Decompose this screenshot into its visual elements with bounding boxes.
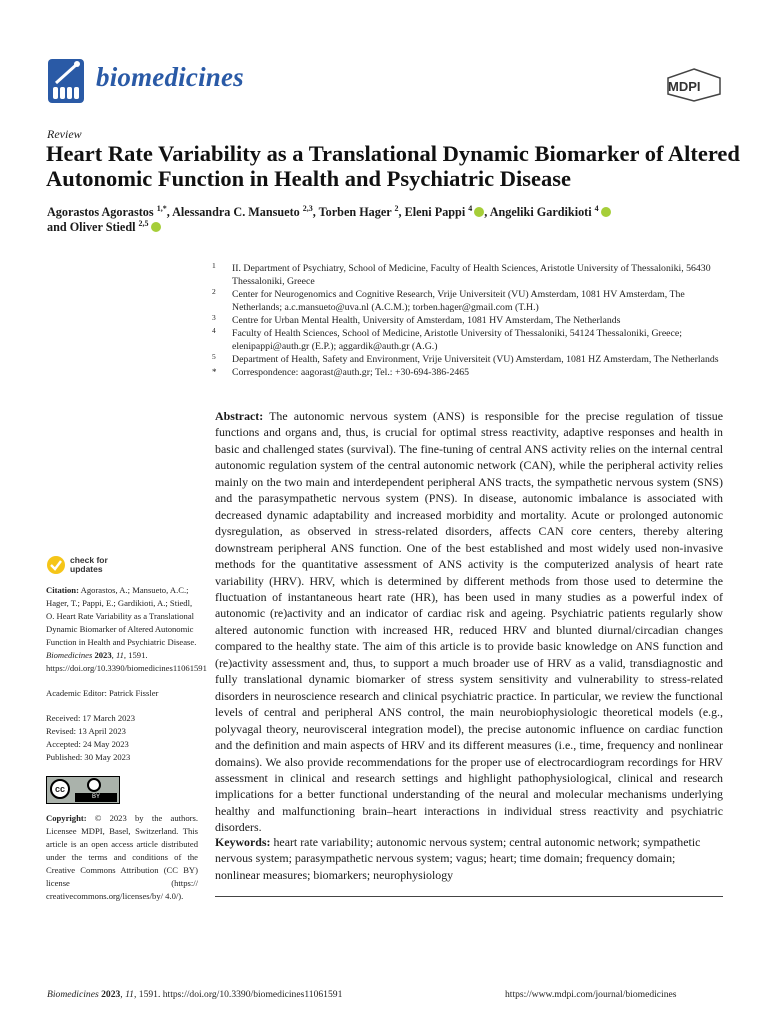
author-affiliation-sup: 2,3 bbox=[302, 203, 313, 213]
affiliation-text: Centre for Urban Mental Health, University of Amsterdam, 1081 HV Amsterdam, The Netherlands bbox=[232, 315, 621, 326]
author-separator: , bbox=[312, 205, 319, 219]
divider bbox=[215, 896, 723, 897]
check-line-1: check for bbox=[70, 555, 108, 565]
cc-icon: cc bbox=[50, 779, 70, 799]
author-separator: and bbox=[47, 220, 70, 234]
author-separator: , bbox=[398, 205, 405, 219]
author-name[interactable]: Oliver Stiedl bbox=[69, 220, 136, 234]
affiliation-item bbox=[212, 262, 732, 288]
citation-year: 2023 bbox=[94, 650, 112, 660]
correspondence-text: Correspondence: aagorast@auth.gr; Tel.: +30-694-386-2465 bbox=[232, 367, 470, 378]
abstract bbox=[215, 408, 723, 836]
affiliation-item bbox=[212, 327, 732, 353]
footer-year: 2023 bbox=[101, 989, 121, 1000]
footer-journal-url[interactable]: https://www.mdpi.com/journal/biomedicines bbox=[505, 989, 677, 1000]
affiliations bbox=[212, 262, 732, 379]
author-name[interactable]: Alessandra C. Mansueto bbox=[172, 205, 300, 219]
accepted-date: Accepted: 24 May 2023 bbox=[46, 739, 129, 749]
author-separator: , bbox=[166, 205, 173, 219]
citation-label: Citation: bbox=[46, 585, 79, 595]
keywords bbox=[215, 834, 723, 883]
orcid-icon[interactable] bbox=[601, 207, 611, 217]
copyright-label: Copyright: bbox=[46, 813, 87, 823]
copyright-block bbox=[46, 812, 198, 903]
orcid-icon[interactable] bbox=[474, 207, 484, 217]
affiliation-item bbox=[212, 288, 732, 314]
keywords-text: heart rate variability; autonomic nervous system; central autonomic network; sympathetic nervous system; parasympathetic nervous system; vagus; heart; time domain; frequency domain; nonlinear measures; biomarkers; neurophysiology bbox=[215, 835, 701, 882]
article-title: Heart Rate Variability as a Translational Dynamic Biomarker of Altered Autonomic Function in Health and Psychiatric Disease bbox=[46, 141, 740, 191]
publisher-logo-text: MDPI bbox=[668, 79, 701, 94]
correspondence bbox=[212, 366, 732, 379]
abstract-label: Abstract: bbox=[215, 409, 264, 423]
footer-journal: Biomedicines bbox=[47, 989, 99, 1000]
check-for-updates-label[interactable] bbox=[70, 556, 108, 574]
abstract-text: The autonomic nervous system (ANS) is responsible for the precise regulation of tissue functions and organs and, thus, is crucial for optimal stress reactivity, adaptive responses and health in basic and challenged states (survival). The fine-tuning of central ANS activity relies on the internal central autonomic regulation system of the central autonomic network (CAN), while the peripheral activity relies mainly on the two main and interdependent peripheral ANS tracts, the sympathetic nervous system (SNS) and the parasympathetic nervous system (PNS). In disease, autonomic imbalance is associated with decreased dynamic adaptability and increased morbidity and mortality. Acute or prolonged autonomic dysregulation, as observed in stress-related disorders, affects CAN core centers, thereby altering downstream peripheral ANS function. One of the best established and most widely used non-invasive methods for the quantitative assessment of ANS activity is the computerized analysis of heart rate variability (HRV). HRV, which is determined by different methods from those used to determine the fluctuation of instantaneous heart rate (HR), has been used in many studies as a powerful index of autonomic (re)activity and an indicator of cardiac risk and ageing. Psychiatric patients regularly show altered autonomic function with increased HR, reduced HRV and blunted diurnal/circadian changes compared to the healthy state. The aim of this article is to provide basic knowledge on ANS function and (re)activity assessment and, thus, to support a much broader use of HRV as a valid, transdiagnostic and fully translational dynamic biomarker of stress system sensitivity and vulnerability to stress-related disorders in neuroscience research and clinical psychiatric practice. In particular, we review the functional levels of central and peripheral ANS control, the main neurobiophysiologic theoretical models (e.g., polyvagal theory, neurovisceral integration model), the precise autonomic influence on cardiac function and the definition and main aspects of HRV and its different measures (i.e., time, frequency and nonlinear domains). We also provide recommendations for the proper use of electrocardiogram recordings for HRV assessment in clinical and research settings and highlight pathophysiological, clinical and research implications for a better functional understanding of the neural and molecular mechanisms underlying healthy and malfunctioning brain–heart interactions in individual stress reactivity and psychiatric disorders. bbox=[215, 409, 723, 835]
affiliation-number: 2 bbox=[212, 287, 216, 296]
footer-volume: 11 bbox=[125, 989, 134, 1000]
affiliation-number: 4 bbox=[212, 326, 216, 335]
affiliation-text: II. Department of Psychiatry, School of Medicine, Faculty of Health Sciences, Aristotle University of Thessaloniki, 56430 Thessaloniki, Greece bbox=[232, 263, 711, 287]
citation-pages: , 1591. bbox=[123, 650, 148, 660]
check-for-updates-icon[interactable] bbox=[46, 555, 66, 575]
affiliation-number: 1 bbox=[212, 261, 216, 270]
citation-text: Agorastos, A.; Mansueto, A.C.; Hager, T.; Pappi, E.; Gardikioti, A.; Stiedl, O. Heart Rate Variability as a Translational Dynamic Biomarker of Altered Autonomic Function in Health and Psychiatric Disease. bbox=[46, 585, 197, 647]
affiliation-text: Center for Neurogenomics and Cognitive Research, Vrije Universiteit (VU) Amsterdam, 1081 HV Amsterdam, The Netherlands; a.c.mansueto@uva.nl (A.C.M.); torben.hager@gmail.com (T.H.) bbox=[232, 289, 685, 313]
journal-name: biomedicines bbox=[96, 62, 244, 92]
affiliation-text: Department of Health, Safety and Environment, Vrije Universiteit (VU) Amsterdam, 1081 HZ Amsterdam, The Netherlands bbox=[232, 354, 719, 365]
author-name[interactable]: Eleni Pappi bbox=[404, 205, 466, 219]
affiliation-item bbox=[212, 314, 732, 327]
sidebar bbox=[46, 584, 207, 903]
author-separator: , bbox=[484, 205, 490, 219]
academic-editor: Academic Editor: Patrick Fissler bbox=[46, 688, 159, 698]
correspondence-mark: * bbox=[212, 367, 217, 377]
published-date: Published: 30 May 2023 bbox=[46, 752, 131, 762]
check-line-2: updates bbox=[70, 564, 103, 574]
affiliation-item bbox=[212, 353, 732, 366]
dates-block bbox=[46, 712, 198, 764]
orcid-icon[interactable] bbox=[151, 222, 161, 232]
citation-journal: Biomedicines bbox=[46, 650, 93, 660]
copyright-text: © 2023 by the authors. Licensee MDPI, Basel, Switzerland. This article is an open access article distributed under the terms and conditions of the Creative Commons Attribution (CC BY) license (https:// creativecommons.org/licenses/by/ 4.0/). bbox=[46, 813, 198, 901]
author-name[interactable]: Torben Hager bbox=[318, 205, 392, 219]
test-tubes-icon bbox=[46, 57, 86, 105]
person-icon bbox=[87, 778, 101, 792]
citation-doi-link[interactable]: https://doi.org/10.3390/biomedicines11061591 bbox=[46, 663, 207, 673]
author-affiliation-sup: 4 bbox=[594, 203, 599, 213]
cc-by-license-icon[interactable] bbox=[46, 776, 120, 804]
affiliation-number: 3 bbox=[212, 313, 216, 322]
author-name[interactable]: Angeliki Gardikioti bbox=[489, 205, 592, 219]
author-affiliation-sup: 1,* bbox=[156, 203, 167, 213]
revised-date: Revised: 13 April 2023 bbox=[46, 726, 126, 736]
citation-volume: 11 bbox=[115, 650, 124, 660]
keywords-label: Keywords: bbox=[215, 835, 271, 849]
affiliation-text: Faculty of Health Sciences, School of Medicine, Aristotle University of Thessaloniki, 54124 Thessaloniki, Greece; elenipappi@auth.gr (E.P.); aggardik@auth.gr (A.G.) bbox=[232, 328, 682, 352]
author-name[interactable]: Agorastos Agorastos bbox=[47, 205, 154, 219]
footer-citation: Biomedicines 2023, 11, 1591. https://doi.org/10.3390/biomedicines11061591 bbox=[47, 989, 343, 1000]
author-affiliation-sup: 2,5 bbox=[138, 218, 149, 228]
footer-doi[interactable]: , 1591. https://doi.org/10.3390/biomedicines11061591 bbox=[133, 989, 343, 1000]
citation-block: Citation: Agorastos, A.; Mansueto, A.C.; Hager, T.; Pappi, E.; Gardikioti, A.; Stiedl, O. Heart Rate Variability as a Translational Dynamic Biomarker of Altered Autonomic Function in Health and Psychiatric Disease. Biomedicines 2023, 11, 1591. https://doi.org/10.3390/biomedicines11061591 bbox=[46, 585, 207, 673]
received-date: Received: 17 March 2023 bbox=[46, 713, 136, 723]
author-affiliation-sup: 2 bbox=[394, 203, 399, 213]
affiliation-number: 5 bbox=[212, 352, 216, 361]
article-type: Review bbox=[47, 127, 82, 141]
author-affiliation-sup: 4 bbox=[468, 203, 473, 213]
by-label: BY bbox=[75, 793, 117, 802]
author-list bbox=[47, 205, 737, 235]
